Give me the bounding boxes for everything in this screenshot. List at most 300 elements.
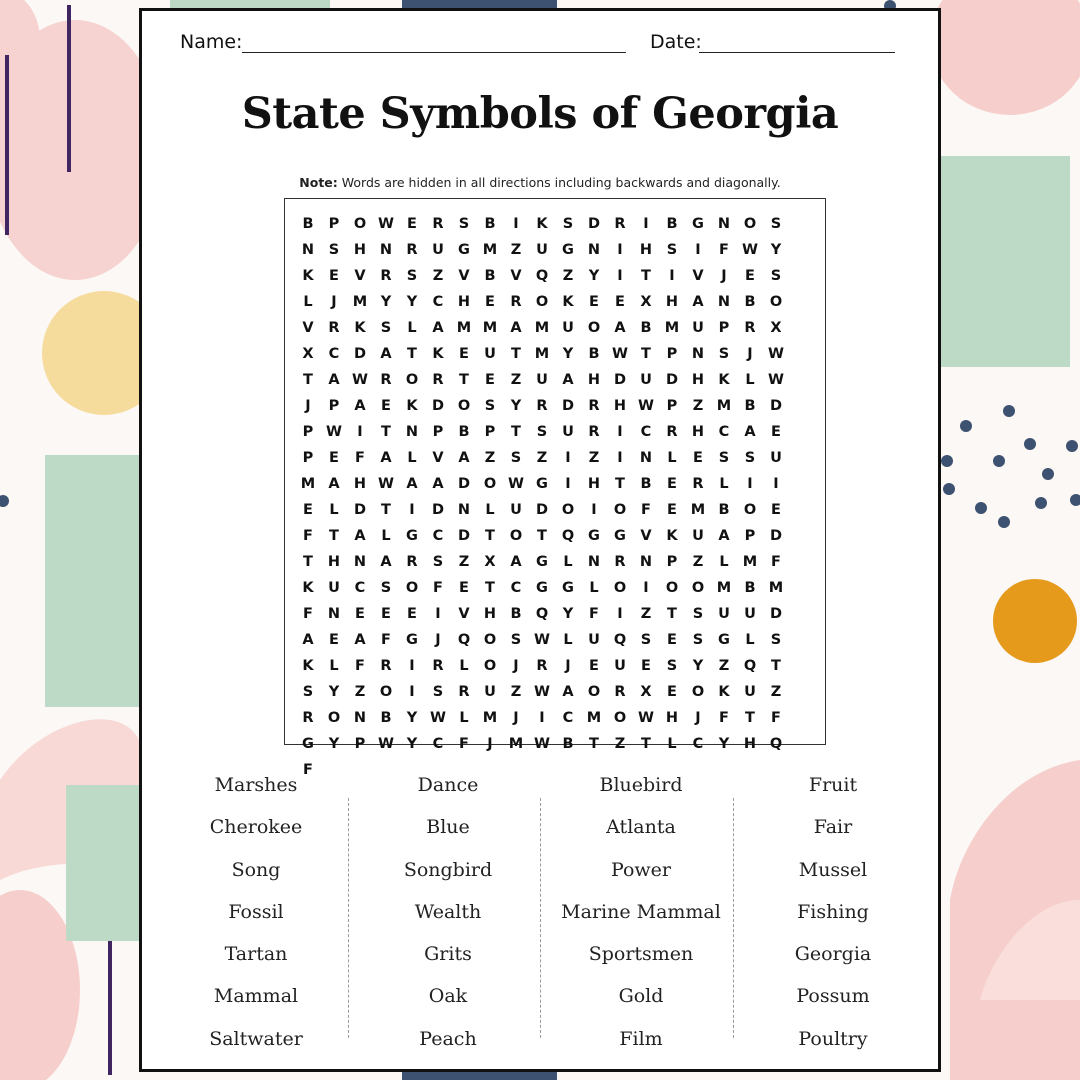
grid-letter[interactable]: D xyxy=(665,372,679,388)
grid-letter[interactable]: F xyxy=(433,580,443,596)
grid-letter[interactable]: B xyxy=(302,216,314,232)
grid-letter[interactable]: E xyxy=(329,632,339,648)
grid-letter[interactable]: R xyxy=(614,216,626,232)
grid-letter[interactable]: N xyxy=(353,554,367,570)
grid-letter[interactable]: O xyxy=(483,632,497,648)
grid-letter[interactable]: M xyxy=(534,320,550,336)
grid-letter[interactable]: X xyxy=(484,554,496,570)
grid-letter[interactable]: U xyxy=(588,632,600,648)
grid-letter[interactable]: N xyxy=(327,606,341,622)
grid-letter[interactable]: T xyxy=(745,710,755,726)
grid-letter[interactable]: H xyxy=(457,294,471,310)
grid-letter[interactable]: U xyxy=(510,502,522,518)
grid-letter[interactable]: W xyxy=(378,736,394,752)
grid-letter[interactable]: I xyxy=(565,476,571,492)
grid-letter[interactable]: U xyxy=(484,346,496,362)
grid-letter[interactable]: G xyxy=(536,554,548,570)
grid-letter[interactable]: Y xyxy=(406,710,418,726)
grid-letter[interactable]: W xyxy=(638,710,654,726)
grid-letter[interactable]: G xyxy=(614,528,626,544)
grid-letter[interactable]: K xyxy=(718,372,730,388)
grid-letter[interactable]: J xyxy=(747,346,753,362)
name-line[interactable] xyxy=(242,52,626,53)
grid-letter[interactable]: R xyxy=(510,294,522,310)
grid-letter[interactable]: K xyxy=(666,528,678,544)
grid-letter[interactable]: B xyxy=(718,502,730,518)
grid-letter[interactable]: Q xyxy=(535,606,549,622)
grid-letter[interactable]: I xyxy=(513,216,519,232)
grid-letter[interactable]: K xyxy=(302,658,314,674)
grid-letter[interactable]: I xyxy=(617,268,623,284)
grid-letter[interactable]: N xyxy=(587,554,601,570)
grid-letter[interactable]: O xyxy=(509,528,523,544)
grid-letter[interactable]: E xyxy=(407,606,417,622)
grid-letter[interactable]: O xyxy=(483,476,497,492)
grid-letter[interactable]: S xyxy=(666,658,678,674)
grid-letter[interactable]: H xyxy=(665,294,679,310)
grid-letter[interactable]: R xyxy=(380,268,392,284)
grid-letter[interactable]: E xyxy=(381,398,391,414)
grid-letter[interactable]: S xyxy=(484,398,496,414)
grid-letter[interactable]: E xyxy=(667,502,677,518)
grid-letter[interactable]: O xyxy=(613,502,627,518)
grid-letter[interactable]: M xyxy=(768,580,784,596)
grid-letter[interactable]: I xyxy=(695,242,701,258)
grid-letter[interactable]: Q xyxy=(743,658,757,674)
grid-letter[interactable]: B xyxy=(744,580,756,596)
grid-letter[interactable]: O xyxy=(535,294,549,310)
grid-letter[interactable]: Z xyxy=(718,658,730,674)
grid-letter[interactable]: R xyxy=(380,372,392,388)
grid-letter[interactable]: B xyxy=(484,268,496,284)
grid-letter[interactable]: Y xyxy=(770,242,782,258)
grid-letter[interactable]: A xyxy=(614,320,626,336)
grid-letter[interactable]: R xyxy=(432,216,444,232)
grid-letter[interactable]: B xyxy=(744,398,756,414)
grid-letter[interactable]: F xyxy=(771,710,781,726)
grid-letter[interactable]: B xyxy=(640,320,652,336)
grid-letter[interactable]: G xyxy=(562,580,574,596)
grid-letter[interactable]: U xyxy=(744,684,756,700)
grid-letter[interactable]: A xyxy=(562,684,574,700)
grid-letter[interactable]: Y xyxy=(380,294,392,310)
grid-letter[interactable]: Z xyxy=(510,684,522,700)
grid-letter[interactable]: T xyxy=(407,346,417,362)
grid-letter[interactable]: R xyxy=(432,372,444,388)
grid-letter[interactable]: T xyxy=(459,372,469,388)
grid-letter[interactable]: I xyxy=(435,606,441,622)
grid-letter[interactable]: O xyxy=(743,216,757,232)
grid-letter[interactable]: W xyxy=(534,632,550,648)
grid-letter[interactable]: O xyxy=(665,580,679,596)
grid-letter[interactable]: F xyxy=(355,450,365,466)
grid-letter[interactable]: F xyxy=(641,502,651,518)
grid-letter[interactable]: N xyxy=(587,242,601,258)
grid-letter[interactable]: I xyxy=(539,710,545,726)
grid-letter[interactable]: P xyxy=(484,424,496,440)
grid-letter[interactable]: D xyxy=(769,528,783,544)
grid-letter[interactable]: G xyxy=(536,476,548,492)
grid-letter[interactable]: R xyxy=(380,658,392,674)
grid-letter[interactable]: V xyxy=(302,320,314,336)
grid-letter[interactable]: R xyxy=(536,658,548,674)
grid-letter[interactable]: Z xyxy=(562,268,574,284)
grid-letter[interactable]: N xyxy=(639,450,653,466)
grid-letter[interactable]: Y xyxy=(328,736,340,752)
grid-letter[interactable]: Q xyxy=(769,736,783,752)
grid-letter[interactable]: G xyxy=(406,632,418,648)
grid-letter[interactable]: C xyxy=(328,346,340,362)
grid-letter[interactable]: D xyxy=(613,372,627,388)
grid-letter[interactable]: O xyxy=(483,658,497,674)
grid-letter[interactable]: A xyxy=(354,398,366,414)
grid-letter[interactable]: M xyxy=(664,320,680,336)
grid-letter[interactable]: N xyxy=(353,710,367,726)
grid-letter[interactable]: T xyxy=(771,658,781,674)
grid-letter[interactable]: L xyxy=(667,450,677,466)
grid-letter[interactable]: W xyxy=(612,346,628,362)
grid-letter[interactable]: O xyxy=(691,684,705,700)
grid-letter[interactable]: R xyxy=(588,424,600,440)
grid-letter[interactable]: R xyxy=(536,398,548,414)
grid-letter[interactable]: F xyxy=(355,658,365,674)
grid-letter[interactable]: U xyxy=(562,320,574,336)
grid-letter[interactable]: V xyxy=(692,268,704,284)
grid-letter[interactable]: G xyxy=(562,242,574,258)
grid-letter[interactable]: A xyxy=(744,424,756,440)
grid-letter[interactable]: Z xyxy=(536,450,548,466)
grid-letter[interactable]: I xyxy=(617,242,623,258)
grid-letter[interactable]: S xyxy=(718,450,730,466)
grid-letter[interactable]: Z xyxy=(692,554,704,570)
grid-letter[interactable]: O xyxy=(379,684,393,700)
grid-letter[interactable]: B xyxy=(380,710,392,726)
grid-letter[interactable]: C xyxy=(718,424,730,440)
grid-letter[interactable]: L xyxy=(407,450,417,466)
grid-letter[interactable]: E xyxy=(693,450,703,466)
grid-letter[interactable]: S xyxy=(770,216,782,232)
grid-letter[interactable]: Z xyxy=(692,398,704,414)
grid-letter[interactable]: D xyxy=(431,398,445,414)
grid-letter[interactable]: E xyxy=(667,632,677,648)
grid-letter[interactable]: S xyxy=(744,450,756,466)
grid-letter[interactable]: A xyxy=(328,372,340,388)
grid-letter[interactable]: G xyxy=(302,736,314,752)
grid-letter[interactable]: O xyxy=(613,710,627,726)
grid-letter[interactable]: T xyxy=(485,528,495,544)
grid-letter[interactable]: C xyxy=(432,294,444,310)
grid-letter[interactable]: M xyxy=(690,502,706,518)
grid-letter[interactable]: A xyxy=(432,320,444,336)
date-line[interactable] xyxy=(699,52,895,53)
grid-letter[interactable]: R xyxy=(588,398,600,414)
grid-letter[interactable]: X xyxy=(302,346,314,362)
grid-letter[interactable]: L xyxy=(381,528,391,544)
grid-letter[interactable]: A xyxy=(692,294,704,310)
grid-letter[interactable]: Y xyxy=(562,346,574,362)
grid-letter[interactable]: O xyxy=(561,502,575,518)
grid-letter[interactable]: H xyxy=(743,736,757,752)
grid-letter[interactable]: K xyxy=(354,320,366,336)
grid-letter[interactable]: M xyxy=(716,580,732,596)
grid-letter[interactable]: R xyxy=(614,684,626,700)
grid-letter[interactable]: V xyxy=(354,268,366,284)
grid-letter[interactable]: S xyxy=(302,684,314,700)
grid-letter[interactable]: W xyxy=(638,398,654,414)
grid-letter[interactable]: Z xyxy=(484,450,496,466)
grid-letter[interactable]: W xyxy=(534,736,550,752)
grid-letter[interactable]: P xyxy=(432,424,444,440)
grid-letter[interactable]: X xyxy=(640,294,652,310)
grid-letter[interactable]: U xyxy=(744,606,756,622)
grid-letter[interactable]: T xyxy=(615,476,625,492)
grid-letter[interactable]: J xyxy=(435,632,441,648)
grid-letter[interactable]: O xyxy=(587,684,601,700)
grid-letter[interactable]: O xyxy=(457,398,471,414)
grid-letter[interactable]: C xyxy=(354,580,366,596)
grid-letter[interactable]: L xyxy=(459,710,469,726)
grid-letter[interactable]: Z xyxy=(640,606,652,622)
grid-letter[interactable]: F xyxy=(771,554,781,570)
grid-letter[interactable]: N xyxy=(379,242,393,258)
grid-letter[interactable]: V xyxy=(510,268,522,284)
grid-letter[interactable]: M xyxy=(352,294,368,310)
grid-letter[interactable]: T xyxy=(381,424,391,440)
grid-letter[interactable]: N xyxy=(639,554,653,570)
grid-letter[interactable]: L xyxy=(589,580,599,596)
grid-letter[interactable]: V xyxy=(458,606,470,622)
grid-letter[interactable]: D xyxy=(457,476,471,492)
grid-letter[interactable]: S xyxy=(718,346,730,362)
grid-letter[interactable]: S xyxy=(536,424,548,440)
grid-letter[interactable]: J xyxy=(565,658,571,674)
grid-letter[interactable]: F xyxy=(719,710,729,726)
grid-letter[interactable]: I xyxy=(617,606,623,622)
grid-letter[interactable]: E xyxy=(355,606,365,622)
grid-letter[interactable]: G xyxy=(692,216,704,232)
grid-letter[interactable]: B xyxy=(484,216,496,232)
grid-letter[interactable]: G xyxy=(588,528,600,544)
grid-letter[interactable]: L xyxy=(719,554,729,570)
grid-letter[interactable]: L xyxy=(329,502,339,518)
grid-letter[interactable]: W xyxy=(742,242,758,258)
grid-letter[interactable]: C xyxy=(432,528,444,544)
grid-letter[interactable]: M xyxy=(716,398,732,414)
grid-letter[interactable]: T xyxy=(511,346,521,362)
grid-letter[interactable]: O xyxy=(743,502,757,518)
grid-letter[interactable]: E xyxy=(381,606,391,622)
grid-letter[interactable]: Z xyxy=(614,736,626,752)
grid-letter[interactable]: C xyxy=(640,424,652,440)
grid-letter[interactable]: B xyxy=(510,606,522,622)
grid-letter[interactable]: P xyxy=(666,398,678,414)
grid-letter[interactable]: I xyxy=(643,216,649,232)
grid-letter[interactable]: Z xyxy=(354,684,366,700)
grid-letter[interactable]: C xyxy=(692,736,704,752)
grid-letter[interactable]: S xyxy=(666,242,678,258)
grid-letter[interactable]: C xyxy=(510,580,522,596)
grid-letter[interactable]: Y xyxy=(510,398,522,414)
grid-letter[interactable]: O xyxy=(405,372,419,388)
grid-letter[interactable]: T xyxy=(589,736,599,752)
grid-letter[interactable]: B xyxy=(744,294,756,310)
grid-letter[interactable]: R xyxy=(406,242,418,258)
grid-letter[interactable]: R xyxy=(328,320,340,336)
grid-letter[interactable]: P xyxy=(302,450,314,466)
grid-letter[interactable]: L xyxy=(563,554,573,570)
grid-letter[interactable]: G xyxy=(718,632,730,648)
grid-letter[interactable]: L xyxy=(303,294,313,310)
grid-letter[interactable]: W xyxy=(768,346,784,362)
grid-letter[interactable]: K xyxy=(406,398,418,414)
grid-letter[interactable]: N xyxy=(691,346,705,362)
grid-letter[interactable]: S xyxy=(406,268,418,284)
grid-letter[interactable]: U xyxy=(640,372,652,388)
grid-letter[interactable]: J xyxy=(721,268,727,284)
grid-letter[interactable]: U xyxy=(692,528,704,544)
grid-letter[interactable]: Z xyxy=(588,450,600,466)
grid-letter[interactable]: S xyxy=(380,580,392,596)
grid-letter[interactable]: U xyxy=(536,372,548,388)
grid-letter[interactable]: A xyxy=(328,476,340,492)
grid-letter[interactable]: I xyxy=(617,450,623,466)
grid-letter[interactable]: M xyxy=(508,736,524,752)
grid-letter[interactable]: K xyxy=(536,216,548,232)
grid-letter[interactable]: R xyxy=(406,554,418,570)
grid-letter[interactable]: O xyxy=(613,580,627,596)
grid-letter[interactable]: T xyxy=(641,346,651,362)
grid-letter[interactable]: N xyxy=(301,242,315,258)
grid-letter[interactable]: D xyxy=(535,502,549,518)
grid-letter[interactable]: S xyxy=(432,684,444,700)
grid-letter[interactable]: J xyxy=(305,398,311,414)
grid-letter[interactable]: H xyxy=(613,398,627,414)
grid-letter[interactable]: E xyxy=(667,684,677,700)
grid-letter[interactable]: W xyxy=(352,372,368,388)
grid-letter[interactable]: D xyxy=(457,528,471,544)
grid-letter[interactable]: T xyxy=(381,502,391,518)
grid-letter[interactable]: E xyxy=(329,268,339,284)
grid-letter[interactable]: M xyxy=(586,710,602,726)
grid-letter[interactable]: R xyxy=(614,554,626,570)
grid-letter[interactable]: U xyxy=(770,450,782,466)
grid-letter[interactable]: K xyxy=(718,684,730,700)
grid-letter[interactable]: J xyxy=(513,658,519,674)
grid-letter[interactable]: N xyxy=(717,216,731,232)
grid-letter[interactable]: E xyxy=(745,268,755,284)
grid-letter[interactable]: H xyxy=(327,554,341,570)
grid-letter[interactable]: Y xyxy=(692,658,704,674)
grid-letter[interactable]: T xyxy=(303,554,313,570)
grid-letter[interactable]: J xyxy=(695,710,701,726)
grid-letter[interactable]: A xyxy=(354,528,366,544)
grid-letter[interactable]: C xyxy=(432,736,444,752)
grid-letter[interactable]: Y xyxy=(562,606,574,622)
grid-letter[interactable]: H xyxy=(665,710,679,726)
grid-letter[interactable]: G xyxy=(406,528,418,544)
grid-letter[interactable]: O xyxy=(691,580,705,596)
grid-letter[interactable]: B xyxy=(666,216,678,232)
grid-letter[interactable]: F xyxy=(459,736,469,752)
grid-letter[interactable]: V xyxy=(640,528,652,544)
grid-letter[interactable]: S xyxy=(692,606,704,622)
grid-letter[interactable]: T xyxy=(329,528,339,544)
grid-letter[interactable]: T xyxy=(511,424,521,440)
grid-letter[interactable]: S xyxy=(328,242,340,258)
grid-letter[interactable]: U xyxy=(614,658,626,674)
grid-letter[interactable]: L xyxy=(745,372,755,388)
grid-letter[interactable]: B xyxy=(458,424,470,440)
grid-letter[interactable]: R xyxy=(744,320,756,336)
grid-letter[interactable]: E xyxy=(615,294,625,310)
grid-letter[interactable]: A xyxy=(510,320,522,336)
grid-letter[interactable]: Q xyxy=(535,268,549,284)
grid-letter[interactable]: E xyxy=(641,658,651,674)
grid-letter[interactable]: D xyxy=(561,398,575,414)
grid-letter[interactable]: J xyxy=(331,294,337,310)
grid-letter[interactable]: T xyxy=(537,528,547,544)
grid-letter[interactable]: H xyxy=(587,372,601,388)
grid-letter[interactable]: P xyxy=(718,320,730,336)
grid-letter[interactable]: B xyxy=(588,346,600,362)
grid-letter[interactable]: L xyxy=(459,658,469,674)
grid-letter[interactable]: L xyxy=(329,658,339,674)
grid-letter[interactable]: N xyxy=(717,294,731,310)
grid-letter[interactable]: A xyxy=(380,450,392,466)
grid-letter[interactable]: M xyxy=(482,320,498,336)
grid-letter[interactable]: S xyxy=(510,632,522,648)
grid-letter[interactable]: Q xyxy=(457,632,471,648)
grid-letter[interactable]: R xyxy=(302,710,314,726)
grid-letter[interactable]: I xyxy=(669,268,675,284)
grid-letter[interactable]: Z xyxy=(510,372,522,388)
grid-letter[interactable]: E xyxy=(771,502,781,518)
grid-letter[interactable]: E xyxy=(407,216,417,232)
grid-letter[interactable]: P xyxy=(666,346,678,362)
grid-letter[interactable]: L xyxy=(407,320,417,336)
grid-letter[interactable]: S xyxy=(510,450,522,466)
grid-letter[interactable]: F xyxy=(303,606,313,622)
grid-letter[interactable]: H xyxy=(639,242,653,258)
grid-letter[interactable]: Y xyxy=(328,684,340,700)
grid-letter[interactable]: S xyxy=(770,632,782,648)
grid-letter[interactable]: Z xyxy=(510,242,522,258)
grid-letter[interactable]: P xyxy=(328,398,340,414)
grid-letter[interactable]: H xyxy=(587,476,601,492)
grid-letter[interactable]: N xyxy=(457,502,471,518)
grid-letter[interactable]: E xyxy=(589,658,599,674)
grid-letter[interactable]: A xyxy=(302,632,314,648)
grid-letter[interactable]: A xyxy=(354,632,366,648)
grid-letter[interactable]: H xyxy=(353,476,367,492)
grid-letter[interactable]: O xyxy=(353,216,367,232)
grid-letter[interactable]: I xyxy=(409,502,415,518)
grid-letter[interactable]: V xyxy=(458,268,470,284)
grid-letter[interactable]: P xyxy=(744,528,756,544)
grid-letter[interactable]: U xyxy=(432,242,444,258)
grid-letter[interactable]: P xyxy=(328,216,340,232)
grid-letter[interactable]: Y xyxy=(588,268,600,284)
grid-letter[interactable]: A xyxy=(562,372,574,388)
grid-letter[interactable]: I xyxy=(409,658,415,674)
grid-letter[interactable]: S xyxy=(770,268,782,284)
grid-letter[interactable]: E xyxy=(667,476,677,492)
grid-letter[interactable]: I xyxy=(409,684,415,700)
grid-letter[interactable]: R xyxy=(458,684,470,700)
grid-letter[interactable]: T xyxy=(667,606,677,622)
grid-letter[interactable]: N xyxy=(405,424,419,440)
grid-letter[interactable]: Y xyxy=(718,736,730,752)
